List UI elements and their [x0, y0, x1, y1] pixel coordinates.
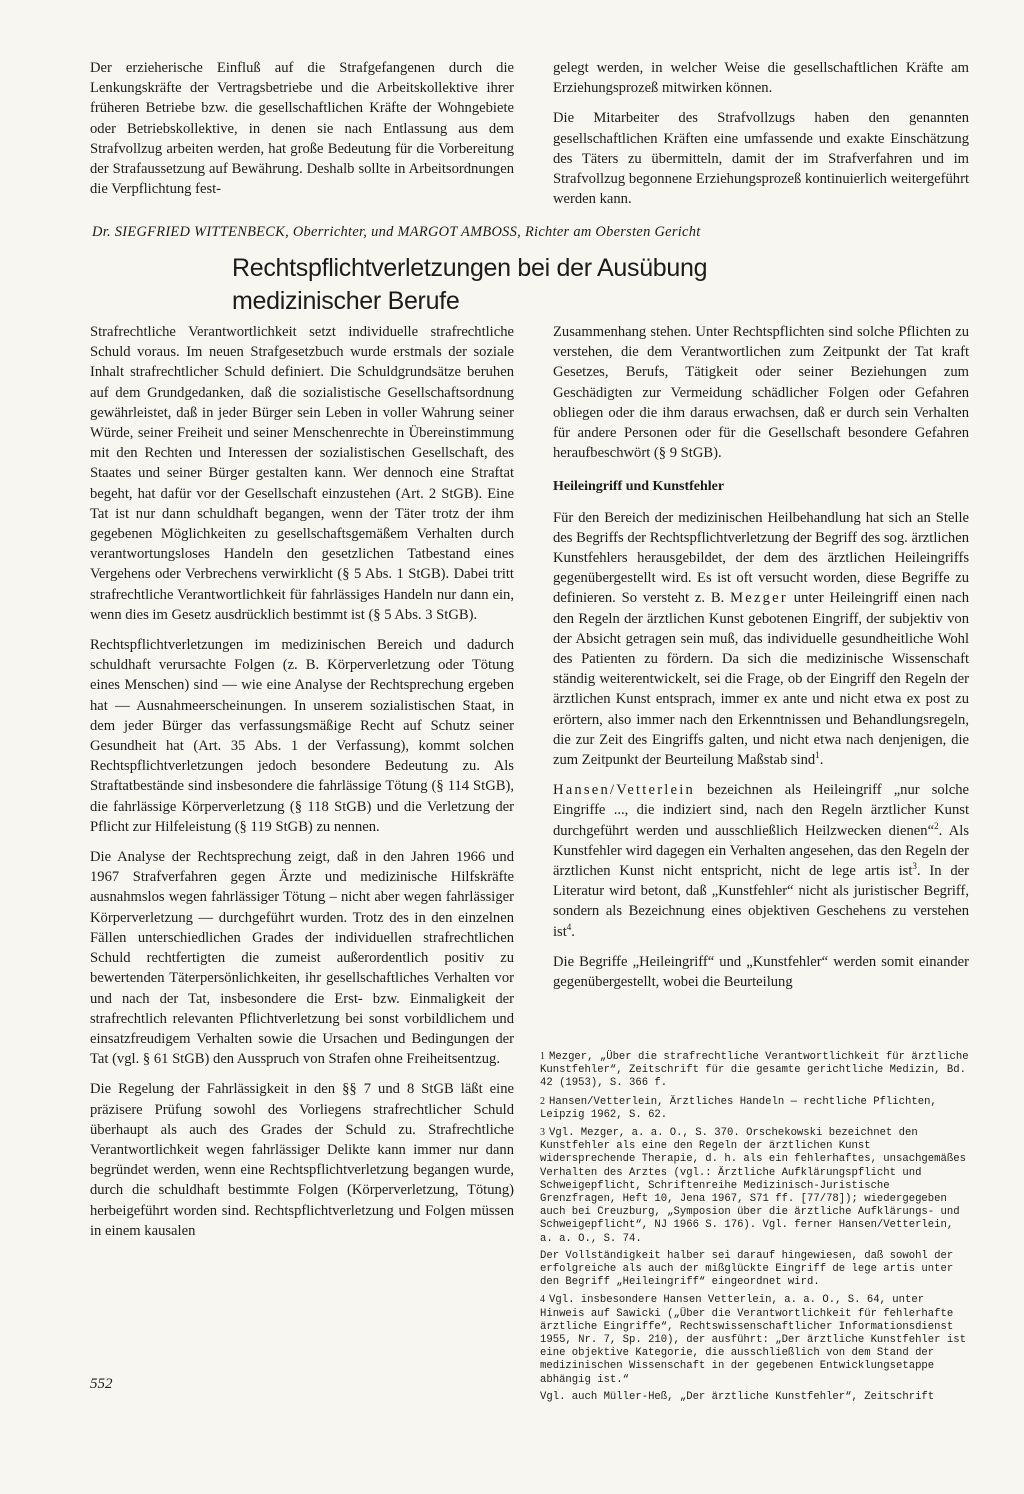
- paragraph: Die Mitarbeiter des Strafvollzugs haben den genannten gesellschaftlichen Kräften eine umfassende und exakte Einschätzung des Täters zu übermitteln, damit der im Strafverfahren und im Strafvollzug begonnene Erziehungsprozeß kontinuierlich weitergeführt werden kann.: [553, 110, 969, 208]
- text-segment: bezeichnen als Heileingriff „nur solche Eingriffe ..., die indiziert sind, nach den Regeln ärztlicher Kunst durchgeführt werden und ausschließlich Heilzwecken dienen“: [553, 782, 969, 839]
- paragraph: Der erzieherische Einfluß auf die Strafgefangenen durch die Lenkungskräfte der Vertragsbetriebe und die Arbeitskollektive ihrer früheren Betriebe bzw. die gesellschaftlichen Kräfte der Wohngebiete oder Betriebskollektive, in denen sie nach Entlassung aus dem Strafvollzug arbeiten werden, hat große Bedeutung für die Vorbereitung der Strafaussetzung auf Bewährung. Deshalb sollte in Arbeitsordnungen die Verpflichtung fest-: [90, 60, 514, 198]
- footnote-ref: 1: [815, 750, 820, 761]
- paragraph: Rechtspflichtverletzungen im medizinischen Bereich und dadurch schuldhaft verursachte Folgen (z. B. Körperverletzung oder Tötung eines Menschen) sind — wie eine Analyse der Rechtsprechung ergeben hat — Ausnahmeerscheinungen. In unserem sozialistischen Staat, in dem jeder Bürger das verfassungsmäßige Recht auf Schutz seiner Gesundheit hat (Art. 35 Abs. 1 der Verfassung), kommt solchen Rechtspflichtverletzungen jedoch besondere Bedeutung zu. Als Straftatbestände sind insbesondere die fahrlässige Tötung (§ 114 StGB), die fahrlässige Körperverletzung (§ 118 StGB) und die Verletzung der Pflicht zur Hilfeleistung (§ 119 StGB) zu nennen.: [90, 637, 514, 835]
- author-name: Hansen/Vetterlein: [553, 782, 695, 799]
- paragraph: Die Analyse der Rechtsprechung zeigt, daß in den Jahren 1966 und 1967 Strafverfahren gegen Ärzte und medizinische Hilfskräfte ausnahmslos wegen fahrlässiger Tötung – nicht aber wegen fahrlässiger Körperverletzung — durchgeführt wurden. Trotz des in den einzelnen Fällen unterschiedlichen Grades der individuellen strafrechtlichen Schuld rechtfertigten die zumeist außerordentlich positiv zu bewertenden Täterpersönlichkeiten, ihr gesellschaftliches Verhalten vor und nach der Tat, insbesondere die Erst- bzw. Einmaligkeit der strafrechtlich relevanten Pflichtverletzung bei sonst vorbildlichem und einsatzfreudigem Verhalten sowie die Ursachen und Bedingungen der Tat (vgl. § 61 StGB) den Ausspruch von Strafen ohne Freiheitsentzug.: [90, 849, 514, 1068]
- article-title: Rechtspflichtverletzungen bei der Ausübung medizinischer Berufe: [232, 254, 708, 315]
- text-segment: . In der Literatur wird betont, daß „Kunstfehler“ nicht als juristischer Begriff, sondern als Bezeichnung eines objektiven Geschehens zu verstehen ist: [553, 863, 969, 940]
- top-right-column: [553, 58, 969, 219]
- footnote-number: 2: [540, 1095, 545, 1107]
- paragraph: Die Regelung der Fahrlässigkeit in den §§ 7 und 8 StGB läßt eine präzisere Prüfung sowohl des Vorliegens strafrechtlicher Schuld überhaupt als auch des Grades der Schuld zu. Strafrechtliche Verantwortlichkeit wegen fahrlässiger Delikte kann immer nur dann begründet werden, wenn eine Rechtspflichtverletzung begangen wurde, durch die schuldhaft bestimmte Folgen (Körperverletzung, Tötung) herbeigeführt worden sind. Rechtspflichtverletzung und Folgen müssen in einem kausalen: [90, 1081, 514, 1239]
- footnote: [540, 1050, 970, 1091]
- article-left-column: [90, 322, 514, 1251]
- footnote-ref: 4: [566, 921, 572, 932]
- text-segment: .: [819, 752, 824, 769]
- paragraph: [553, 780, 969, 942]
- top-left-column: [90, 58, 514, 209]
- footnote-text: Vgl. Mezger, a. a. O., S. 370. Orschekowski bezeichnet den Kunstfehler als eine den Regeln der ärztlichen Kunst widersprechende Therapie, d. h. als ein fehlerhaftes, unsachgemäßes Verhalten des Arztes (vgl.: Ärztliche Aufklärungspflicht und Schweigepflicht, Schriftenreihe Medizinisch-Juristische Grenzfragen, Heft 10, Jena 1967, S71 ff. [77/78]); wiedergegeben auch bei Creuzburg, „Symposion über die ärztliche Aufklärungs- und Schweigepflicht“, NJ 1966 S. 176). Vgl. ferner Hansen/Vetterlein, a. a. O., S. 74.: [540, 1127, 966, 1245]
- footnote-text: Vgl. insbesondere Hansen Vetterlein, a. a. O., S. 64, unter Hinweis auf Sawicki („Über die Verantwortlichkeit für fehlerhafte ärztliche Eingriffe“, Rechtswissenschaftlicher Informationsdienst 1955, Nr. 7, Sp. 210), der ausführt: „Der ärztliche Kunstfehler ist eine objektive Kategorie, die ausschließlich von dem Stand der medizinischen Wissenschaft in der gegebenen Entwicklungsetappe abhängig ist.“: [540, 1294, 966, 1386]
- article-right-column: [553, 322, 969, 1002]
- footnote: [540, 1126, 970, 1246]
- footnote-text: Der Vollständigkeit halber sei darauf hingewiesen, daß sowohl der erfolgreiche als auch der mißglückte Eingriff de lege artis unter den Begriff „Heileingriff“ eingeordnet wird.: [540, 1249, 954, 1289]
- footnote-text: Hansen/Vetterlein, Ärztliches Handeln — rechtliche Pflichten, Leipzig 1962, S. 62.: [540, 1095, 937, 1121]
- paragraph: [553, 508, 969, 771]
- paragraph: Strafrechtliche Verantwortlichkeit setzt individuelle strafrechtliche Schuld voraus. Im neuen Strafgesetzbuch wurde erstmals der soziale Inhalt strafrechtlicher Schuld definiert. Die Schuldgrundsätze beruhen auf dem Grundgedanken, daß die sozialistische Gesellschaftsordnung gewährleistet, daß in jeder Bürger sein Leben in voller Wahrung seiner Würde, seiner Freiheit und seiner Menschenrechte in Übereinstimmung mit den Rechten und Interessen der sozialistischen Gesellschaft, des Staates und seiner Bürger gestalten kann. Wer dennoch eine Straftat begeht, hat dafür vor der Gesellschaft einzustehen (Art. 2 StGB). Eine Tat ist nur dann schuldhaft begangen, wenn der Täter trotz der ihm gegebenen Möglichkeiten zu gesellschaftsgemäßem Verhalten durch verantwortungsloses Handeln den gesetzlichen Tatbestand eines Vergehens oder Verbrechens verwirklicht (§ 5 Abs. 1 StGB). Dabei tritt strafrechtliche Verantwortlichkeit für fahrlässiges Handeln nur dann ein, wenn dies im Gesetz ausdrücklich bestimmt ist (§ 5 Abs. 3 StGB).: [90, 324, 514, 623]
- text-segment: . Als Kunstfehler wird dagegen ein Verhalten angesehen, das den Regeln der ärztlichen Kunst nicht entspricht, nicht de lege artis ist: [553, 822, 970, 880]
- footnote: [540, 1293, 970, 1386]
- text-segment: unter Heileingriff einen nach den Regeln der ärztlichen Kunst gebotenen Eingriff, der subjektiv von der Absicht getragen sein muß, das individuelle gesundheitliche Wohl des Patienten zu fördern. Da sich die medizinische Wissenschaft ständig weiterentwickelt, sei die Frage, ob der Eingriff den Regeln der ärztlichen Kunst entsprach, immer ex ante und nicht etwa ex post zu erörtern, also immer nach den Erkenntnissen und Behandlungsregeln, die zur Zeit des Eingriffs galten, und nicht etwa nach denjenigen, die zum Zeitpunkt der Beurteilung Maßstab sind: [553, 590, 969, 769]
- footnote-number: 4: [540, 1294, 545, 1306]
- article-authors: Dr. SIEGFRIED WITTENBECK, Oberrichter, und MARGOT AMBOSS, Richter am Obersten Gericht: [92, 224, 701, 240]
- footnote: [540, 1391, 970, 1404]
- footnote: [540, 1095, 970, 1122]
- paragraph: gelegt werden, in welcher Weise die gesellschaftlichen Kräfte am Erziehungsprozeß mitwirken können.: [553, 60, 969, 97]
- text-segment: .: [571, 923, 575, 940]
- footnote-text: Mezger, „Über die strafrechtliche Verantwortlichkeit für ärztliche Kunstfehler“, Zeitschrift für die gesamte gerichtliche Medizin, Bd. 42 (1953), S. 366 f.: [540, 1051, 969, 1090]
- page-number: 552: [90, 1376, 113, 1392]
- text-segment: Für den Bereich der medizinischen Heilbehandlung hat sich an Stelle des Begriffs der Rechtspflichtverletzung der Begriff des sog. ärztlichen Kunstfehlers herausgebildet, der dem des ärztlichen Heileingriffs gegenübergestellt wird. Es ist oft versucht worden, diese Begriffe zu definieren. So versteht z. B.: [553, 509, 969, 607]
- footnote-number: 3: [540, 1127, 545, 1139]
- author-name: Mezger: [730, 590, 788, 607]
- paragraph: Die Begriffe „Heileingriff“ und „Kunstfehler“ werden somit einander gegenübergestellt, wobei die Beurteilung: [553, 953, 969, 991]
- footnote-text: Vgl. auch Müller-Heß, „Der ärztliche Kunstfehler“, Zeitschrift: [540, 1390, 935, 1403]
- footnotes: [540, 1050, 970, 1408]
- paragraph: Zusammenhang stehen. Unter Rechtspflichten sind solche Pflichten zu verstehen, die dem Verantwortlichen zum Zeitpunkt der Tat kraft Gesetzes, Berufs, Tätigkeit oder seiner Beziehungen zum Geschädigten zur Vermeidung schädlicher Folgen oder Gefahren obliegen oder die ihm daraus erwachsen, daß er durch sein Verhalten für andere Personen oder für die Gesellschaft besondere Gefahren heraufbeschwört (§ 9 StGB).: [553, 324, 969, 462]
- section-heading: Heileingriff und Kunstfehler: [553, 479, 725, 495]
- footnote-ref: 2: [934, 820, 939, 831]
- footnote-ref: 3: [912, 861, 917, 872]
- footnote: [540, 1250, 970, 1290]
- footnote-number: 1: [540, 1051, 545, 1062]
